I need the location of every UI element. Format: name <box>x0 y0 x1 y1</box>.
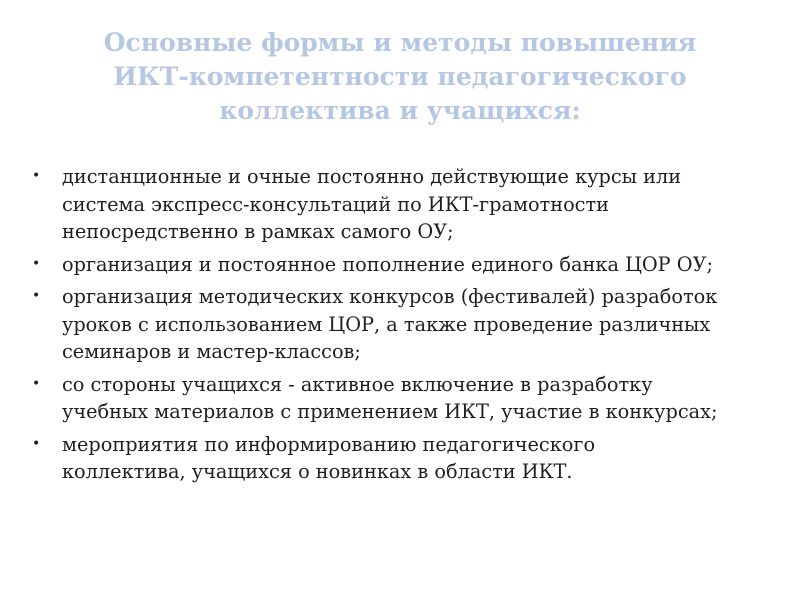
bullet-item-students <box>32 371 792 426</box>
bullet-text-line: коллектива, учащихся о новинках в области ИКТ. <box>62 460 573 483</box>
bullet-dot-icon: • <box>32 168 41 184</box>
bullet-text-line: уроков с использованием ЦОР, а также проведение различных <box>62 312 711 336</box>
title-line-2: ИКТ-компетентности педагогического <box>113 62 687 91</box>
bullet-item-resource-bank <box>32 251 792 279</box>
bullet-item-informing <box>32 431 792 486</box>
bullet-dot-icon: • <box>32 288 41 304</box>
title-line-1: Основные формы и методы повышения <box>103 28 697 57</box>
bullet-text-line: система экспресс-консультаций по ИКТ-грамотности <box>62 192 609 216</box>
bullet-text-line: организация методических конкурсов (фестивалей) разработок <box>62 285 718 308</box>
bullet-text-line: мероприятия по информированию педагогического <box>62 432 596 456</box>
bullet-dot-icon: • <box>32 435 41 452</box>
bullet-text-line: учебных материалов с применением ИКТ, участие в конкурсах; <box>62 400 718 423</box>
bullet-dot-icon: • <box>32 255 41 272</box>
slide-title <box>60 26 740 128</box>
bullet-text-line: непосредственно в рамках самого ОУ; <box>62 220 454 243</box>
bullet-text-line: со стороны учащихся - активное включение в разработку <box>62 372 653 396</box>
title-line-3: коллектива и учащихся: <box>219 96 581 125</box>
bullet-dot-icon: • <box>32 375 41 392</box>
bullet-item-courses <box>32 163 792 246</box>
bullet-list <box>32 163 792 491</box>
bullet-text-line: семинаров и мастер-классов; <box>62 340 361 363</box>
bullet-item-contests <box>32 283 792 366</box>
bullet-text-line: дистанционные и очные постоянно действующие курсы или <box>62 165 682 188</box>
bullet-text-line: организация и постоянное пополнение единого банка ЦОР ОУ; <box>62 252 714 276</box>
